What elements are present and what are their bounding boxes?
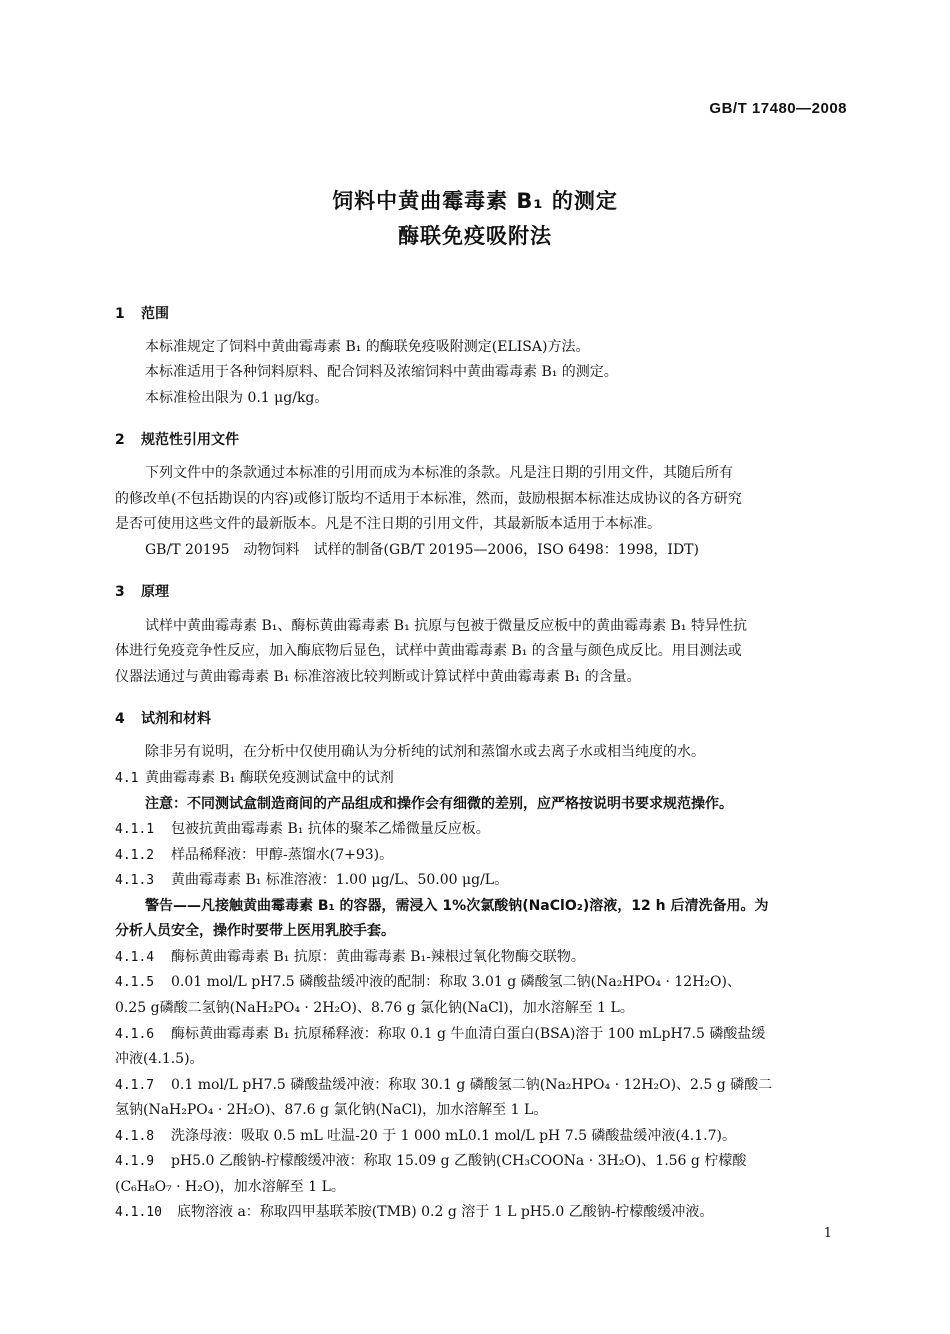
clause-continuation: 0.25 g磷酸二氢钠(NaH₂PO₄ · 2H₂O)、8.76 g 氯化钠(NaCl)，加水溶解至 1 L。 [115, 1000, 634, 1016]
clause-4-1-2 [115, 845, 393, 866]
clause-4-1-10 [115, 1202, 713, 1223]
paragraph-line: 的修改单(不包括勘误的内容)或修订版均不适用于本标准，然而，鼓励根据本标准达成协议的各方研究 [115, 491, 742, 507]
page-number: 1 [823, 1226, 832, 1241]
clause-continuation: (C₆H₈O₇ · H₂O)，加水溶解至 1 L。 [115, 1179, 345, 1195]
clause-number: 4.1.2 [115, 848, 155, 863]
clause-text: 底物溶液 a：称取四甲基联苯胺(TMB) 0.2 g 溶于 1 L pH5.0 乙酸钠-柠檬酸缓冲液。 [177, 1204, 714, 1220]
section-1-heading [115, 303, 169, 323]
clause-4-1-8 [115, 1126, 736, 1147]
clause-text: 0.1 mol/L pH7.5 磷酸盐缓冲液：称取 30.1 g 磷酸氢二钠(Na₂HPO₄ · 12H₂O)、2.5 g 磷酸二 [171, 1077, 773, 1093]
document-subtitle: 酶联免疫吸附法 [398, 224, 552, 248]
clause-4-1-1 [115, 819, 490, 840]
clause-text: pH5.0 乙酸钠-柠檬酸缓冲液：称取 15.09 g 乙酸钠(CH₃COONa · 3H₂O)、1.56 g 柠檬酸 [171, 1153, 747, 1169]
clause-text: 酶标黄曲霉毒素 B₁ 抗原稀释液：称取 0.1 g 牛血清白蛋白(BSA)溶于 100 mLpH7.5 磷酸盐缓 [171, 1026, 766, 1042]
warning-line: 分析人员安全，操作时要带上医用乳胶手套。 [115, 923, 395, 939]
clause-4-1-4 [115, 947, 585, 968]
clause-number: 4.1.3 [115, 873, 155, 888]
paragraph-line: 试样中黄曲霉毒素 B₁、酶标黄曲霉毒素 B₁ 抗原与包被于微量反应板中的黄曲霉毒素 B₁ 特异性抗 [145, 618, 747, 634]
clause-number: 4.1.4 [115, 950, 155, 965]
clause-4-1-3 [115, 870, 508, 891]
paragraph-line: 仪器法通过与黄曲霉毒素 B₁ 标准溶液比较判断或计算试样中黄曲霉毒素 B₁ 的含量。 [115, 669, 641, 685]
reference-entry: GB/T 20195 动物饲料 试样的制备(GB/T 20195—2006，ISO 6498：1998，IDT) [145, 542, 699, 558]
clause-number: 4.1.5 [115, 975, 155, 990]
paragraph: 本标准适用于各种饲料原料、配合饲料及浓缩饲料中黄曲霉毒素 B₁ 的测定。 [145, 364, 618, 380]
section-number: 1 [115, 306, 125, 322]
clause-4-1-7 [115, 1075, 772, 1096]
clause-4-1-9 [115, 1151, 746, 1172]
clause-4-1-5 [115, 972, 741, 993]
clause-number: 4.1.8 [115, 1129, 155, 1144]
clause-number: 4.1.10 [115, 1205, 162, 1220]
clause-text: 0.01 mol/L pH7.5 磷酸盐缓冲液的配制：称取 3.01 g 磷酸氢二钠(Na₂HPO₄ · 12H₂O)、 [171, 974, 741, 990]
clause-continuation: 氢钠(NaH₂PO₄ · 2H₂O)、87.6 g 氯化钠(NaCl)，加水溶解至 1 L。 [115, 1102, 548, 1118]
section-number: 2 [115, 432, 125, 448]
subsection-4-1 [115, 768, 394, 789]
section-number: 3 [115, 584, 125, 600]
standard-number: GB/T 17480—2008 [709, 100, 847, 117]
section-3-heading [115, 581, 169, 601]
section-4-heading [115, 708, 211, 728]
subsection-number: 4.1 [115, 771, 139, 786]
clause-text: 黄曲霉毒素 B₁ 标准溶液：1.00 μg/L、50.00 μg/L。 [171, 872, 509, 888]
paragraph: 除非另有说明，在分析中仅使用确认为分析纯的试剂和蒸馏水或去离子水或相当纯度的水。 [145, 744, 705, 760]
warning-line: 警告——凡接触黄曲霉毒素 B₁ 的容器，需浸入 1%次氯酸钠(NaClO₂)溶液，12 h 后清洗备用。为 [145, 898, 769, 914]
clause-text: 洗涤母液：吸取 0.5 mL 吐温-20 于 1 000 mL0.1 mol/L pH 7.5 磷酸盐缓冲液(4.1.7)。 [171, 1128, 736, 1144]
paragraph-line: 下列文件中的条款通过本标准的引用而成为本标准的条款。凡是注日期的引用文件，其随后所有 [145, 465, 733, 481]
clause-4-1-6 [115, 1024, 765, 1045]
subsection-title: 黄曲霉毒素 B₁ 酶联免疫测试盒中的试剂 [145, 770, 394, 786]
clause-number: 4.1.6 [115, 1027, 155, 1042]
document-title: 饲料中黄曲霉毒素 B₁ 的测定 [332, 189, 618, 213]
section-title: 试剂和材料 [141, 711, 211, 727]
clause-continuation: 冲液(4.1.5)。 [115, 1051, 204, 1067]
clause-number: 4.1.7 [115, 1078, 155, 1093]
section-title: 规范性引用文件 [141, 432, 239, 448]
note: 注意：不同测试盒制造商间的产品组成和操作会有细微的差别，应严格按说明书要求规范操作。 [145, 796, 733, 812]
section-2-heading [115, 429, 239, 449]
section-number: 4 [115, 711, 125, 727]
clause-number: 4.1.1 [115, 822, 155, 837]
clause-number: 4.1.9 [115, 1154, 155, 1169]
clause-text: 包被抗黄曲霉毒素 B₁ 抗体的聚苯乙烯微量反应板。 [171, 821, 490, 837]
paragraph: 本标准规定了饲料中黄曲霉毒素 B₁ 的酶联免疫吸附测定(ELISA)方法。 [145, 339, 590, 355]
clause-text: 酶标黄曲霉毒素 B₁ 抗原：黄曲霉毒素 B₁-辣根过氧化物酶交联物。 [171, 949, 585, 965]
clause-text: 样品稀释液：甲醇-蒸馏水(7+93)。 [171, 847, 394, 863]
paragraph-line: 体进行免疫竞争性反应，加入酶底物后显色，试样中黄曲霉毒素 B₁ 的含量与颜色成反比。用目测法或 [115, 643, 742, 659]
paragraph-line: 是否可使用这些文件的最新版本。凡是不注日期的引用文件，其最新版本适用于本标准。 [115, 516, 661, 532]
paragraph: 本标准检出限为 0.1 μg/kg。 [145, 390, 329, 406]
section-title: 原理 [141, 584, 169, 600]
section-title: 范围 [141, 306, 169, 322]
